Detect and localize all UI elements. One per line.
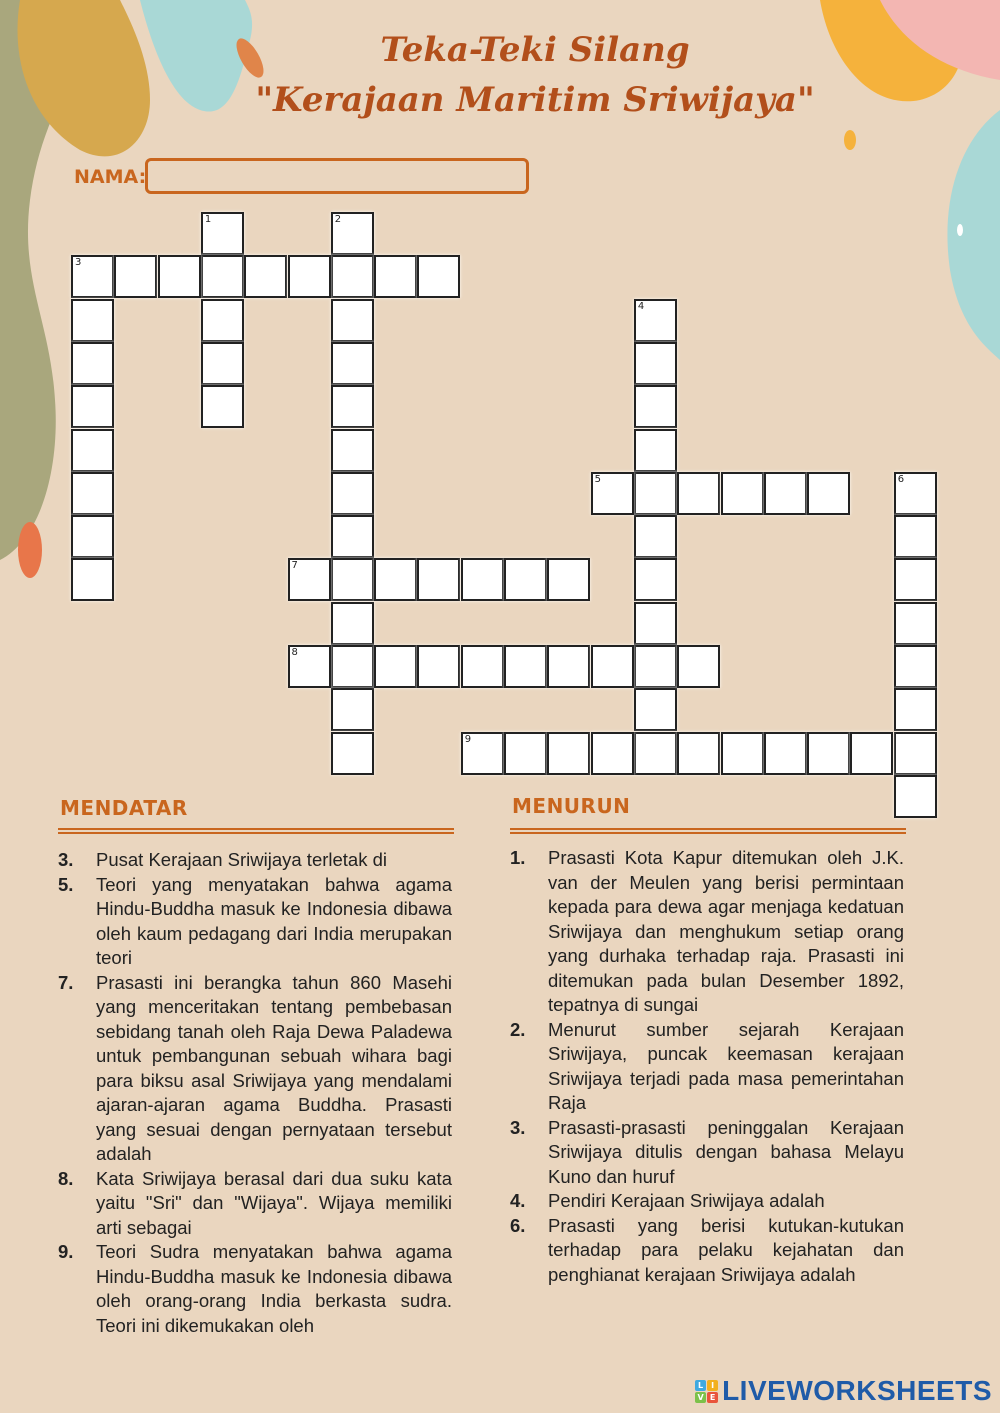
crossword-cell[interactable]: [417, 558, 460, 601]
crossword-letter-input[interactable]: [333, 647, 372, 686]
crossword-letter-input[interactable]: [376, 560, 415, 599]
crossword-letter-input[interactable]: [203, 257, 242, 296]
crossword-letter-input[interactable]: [896, 777, 935, 816]
clue-item-number: 2.: [510, 1018, 526, 1040]
crossword-cell[interactable]: [764, 472, 807, 515]
title-line-1: Teka-Teki Silang: [380, 30, 690, 70]
clue-number: 6: [897, 473, 905, 485]
crossword-letter-input[interactable]: [73, 344, 112, 383]
crossword-cell[interactable]: [71, 558, 114, 601]
crossword-cell[interactable]: [71, 342, 114, 385]
crossword-cell[interactable]: [547, 558, 590, 601]
crossword-letter-input[interactable]: [593, 474, 632, 513]
crossword-letter-input[interactable]: [896, 474, 935, 513]
crossword-letter-input[interactable]: [549, 560, 588, 599]
crossword-cell[interactable]: [634, 688, 677, 731]
crossword-letter-input[interactable]: [766, 474, 805, 513]
crossword-cell[interactable]: [201, 212, 244, 255]
crossword-letter-input[interactable]: [376, 257, 415, 296]
crossword-letter-input[interactable]: [636, 474, 675, 513]
crossword-cell[interactable]: [374, 558, 417, 601]
liveworksheets-logo: [695, 1375, 992, 1407]
clue-item-text: Teori Sudra menyatakan bahwa agama Hindu-Buddha masuk ke Indonesia dibawa oleh orang-orang India berkasta sudra. Teori ini dikemukakan oleh: [96, 1241, 452, 1336]
clue-item-number: 4.: [510, 1190, 526, 1211]
clue-item: [510, 1189, 904, 1214]
clue-item-text: Pusat Kerajaan Sriwijaya terletak di: [96, 849, 388, 870]
crossword-letter-input[interactable]: [73, 431, 112, 470]
clue-item: [510, 1214, 904, 1288]
crossword-cell[interactable]: [634, 602, 677, 645]
crossword-cell[interactable]: [591, 472, 634, 515]
crossword-cell[interactable]: [374, 645, 417, 688]
clue-item-text: Prasasti-prasasti peninggalan Kerajaan Sriwijaya ditulis dengan bahasa Melayu Kuno dan huruf: [548, 1116, 904, 1187]
clue-number: 2: [334, 214, 342, 225]
crossword-letter-input[interactable]: [203, 387, 242, 426]
crossword-cell[interactable]: [201, 342, 244, 385]
crossword-cell[interactable]: [374, 255, 417, 298]
crossword-letter-input[interactable]: [116, 257, 155, 296]
crossword-cell[interactable]: [634, 645, 677, 688]
crossword-letter-input[interactable]: [723, 474, 762, 513]
crossword-letter-input[interactable]: [896, 647, 935, 686]
crossword-cell[interactable]: [114, 255, 157, 298]
clue-item-text: Prasasti ini berangka tahun 860 Masehi yang menceritakan tentang pembebasan sebidang tanah oleh Raja Dewa Paladewa untuk pembangunan sebuah wihara bagi para biksu asal Sriwijaya yang mendalami ajaran-ajaran agama Buddha. Prasasti yang sesuai dengan pernyataan tersebut adalah: [96, 971, 452, 1164]
clue-item: [58, 848, 452, 873]
crossword-letter-input[interactable]: [333, 387, 372, 426]
clue-item-text: Pendiri Kerajaan Sriwijaya adalah: [548, 1190, 825, 1211]
clue-item: [58, 873, 452, 971]
crossword-letter-input[interactable]: [333, 690, 372, 729]
crossword-cell[interactable]: [677, 732, 720, 775]
crossword-cell[interactable]: [504, 732, 547, 775]
crossword-cell[interactable]: [288, 255, 331, 298]
crossword-cell[interactable]: [331, 558, 374, 601]
crossword-letter-input[interactable]: [73, 560, 112, 599]
crossword-cell[interactable]: [201, 299, 244, 342]
crossword-cell[interactable]: [201, 255, 244, 298]
name-label: NAMA:: [74, 166, 147, 188]
clue-item-text: Teori yang menyatakan bahwa agama Hindu-Buddha masuk ke Indonesia dibawa oleh kaum pedagang dari India merupakan teori: [96, 873, 452, 968]
clue-item: [58, 1167, 452, 1241]
crossword-letter-input[interactable]: [679, 734, 718, 773]
crossword-letter-input[interactable]: [549, 734, 588, 773]
clue-item-text: Prasasti yang berisi kutukan-kutukan terhadap para pelaku kejahatan dan penghianat kerajaan Sriwijaya adalah: [548, 1214, 904, 1285]
crossword-cell[interactable]: [634, 342, 677, 385]
crossword-letter-input[interactable]: [679, 647, 718, 686]
crossword-letter-input[interactable]: [333, 431, 372, 470]
crossword-letter-input[interactable]: [766, 734, 805, 773]
crossword-cell[interactable]: [634, 429, 677, 472]
crossword-cell[interactable]: [331, 255, 374, 298]
crossword-letter-input[interactable]: [333, 734, 372, 773]
crossword-letter-input[interactable]: [419, 647, 458, 686]
crossword-letter-input[interactable]: [333, 344, 372, 383]
crossword-letter-input[interactable]: [73, 474, 112, 513]
crossword-letter-input[interactable]: [636, 734, 675, 773]
crossword-letter-input[interactable]: [636, 517, 675, 556]
crossword-letter-input[interactable]: [463, 560, 502, 599]
crossword-letter-input[interactable]: [896, 734, 935, 773]
crossword-cell[interactable]: [894, 775, 937, 818]
crossword-cell[interactable]: [461, 645, 504, 688]
crossword-cell[interactable]: [677, 645, 720, 688]
crossword-letter-input[interactable]: [203, 344, 242, 383]
crossword-letter-input[interactable]: [73, 387, 112, 426]
clue-item-number: 1.: [510, 847, 526, 868]
crossword-letter-input[interactable]: [333, 214, 372, 253]
crossword-letter-input[interactable]: [333, 474, 372, 513]
crossword-cell[interactable]: [71, 385, 114, 428]
crossword-letter-input[interactable]: [636, 690, 675, 729]
clue-item-number: 7.: [58, 971, 74, 993]
crossword-letter-input[interactable]: [636, 387, 675, 426]
crossword-cell[interactable]: [158, 255, 201, 298]
crossword-letter-input[interactable]: [419, 257, 458, 296]
crossword-cell[interactable]: [721, 732, 764, 775]
title-line-2: "Kerajaan Maritim Sriwijaya": [255, 80, 815, 120]
clue-number: 5: [594, 473, 601, 485]
crossword-cell[interactable]: [71, 515, 114, 558]
crossword-letter-input[interactable]: [463, 734, 502, 773]
crossword-letter-input[interactable]: [636, 301, 675, 340]
crossword-cell[interactable]: [71, 299, 114, 342]
crossword-letter-input[interactable]: [593, 734, 632, 773]
crossword-cell[interactable]: [634, 472, 677, 515]
crossword-letter-input[interactable]: [809, 474, 848, 513]
crossword-letter-input[interactable]: [636, 647, 675, 686]
crossword-cell[interactable]: [288, 645, 331, 688]
crossword-letter-input[interactable]: [73, 257, 112, 296]
clue-number: 7: [291, 560, 298, 572]
crossword-letter-input[interactable]: [896, 604, 935, 643]
clue-item-text: Menurut sumber sejarah Kerajaan Sriwijaya, puncak keemasan kerajaan Sriwijaya terjadi pada masa pemerintahan Raja: [548, 1018, 904, 1113]
crossword-cell[interactable]: [894, 472, 937, 515]
crossword-letter-input[interactable]: [73, 301, 112, 340]
crossword-cell[interactable]: [634, 299, 677, 342]
crossword-cell[interactable]: [331, 515, 374, 558]
crossword-cell[interactable]: [71, 255, 114, 298]
crossword-cell[interactable]: [894, 602, 937, 645]
crossword-letter-input[interactable]: [333, 517, 372, 556]
crossword-cell[interactable]: [894, 688, 937, 731]
crossword-cell[interactable]: [331, 472, 374, 515]
crossword-cell[interactable]: [634, 558, 677, 601]
crossword-cell[interactable]: [677, 472, 720, 515]
crossword-cell[interactable]: [894, 558, 937, 601]
crossword-cell[interactable]: [417, 255, 460, 298]
clue-item-number: 3.: [510, 1116, 526, 1138]
crossword-letter-input[interactable]: [506, 734, 545, 773]
crossword-cell[interactable]: [71, 429, 114, 472]
clue-item-text: Kata Sriwijaya berasal dari dua suku kata yaitu "Sri" dan "Wijaya". Wijaya memiliki arti sebagai: [96, 1167, 452, 1238]
down-heading: MENURUN: [512, 794, 631, 818]
crossword-cell[interactable]: [547, 732, 590, 775]
clue-number: 8: [291, 647, 298, 658]
crossword-letter-input[interactable]: [896, 517, 935, 556]
across-divider: [58, 828, 454, 834]
crossword-cell[interactable]: [331, 342, 374, 385]
clue-item-number: 9.: [58, 1241, 74, 1262]
crossword-cell[interactable]: [634, 515, 677, 558]
clue-item-number: 3.: [58, 849, 74, 870]
crossword-cell[interactable]: [504, 558, 547, 601]
crossword-letter-input[interactable]: [636, 344, 675, 383]
crossword-letter-input[interactable]: [160, 257, 199, 296]
across-clues: [58, 848, 452, 1338]
crossword-cell[interactable]: [634, 385, 677, 428]
crossword-letter-input[interactable]: [333, 257, 372, 296]
liveworksheets-wordmark: LIVEWORKSHEETS: [722, 1375, 992, 1406]
clue-item: [510, 1018, 904, 1116]
crossword-cell[interactable]: [721, 472, 764, 515]
crossword-letter-input[interactable]: [636, 604, 675, 643]
crossword-letter-input[interactable]: [333, 560, 372, 599]
crossword-cell[interactable]: [547, 645, 590, 688]
crossword-letter-input[interactable]: [463, 647, 502, 686]
across-heading: MENDATAR: [60, 796, 188, 820]
crossword-cell[interactable]: [894, 645, 937, 688]
crossword-letter-input[interactable]: [636, 431, 675, 470]
crossword-cell[interactable]: [591, 732, 634, 775]
crossword-cell[interactable]: [331, 385, 374, 428]
crossword-cell[interactable]: [461, 558, 504, 601]
crossword-letter-input[interactable]: [333, 301, 372, 340]
crossword-cell[interactable]: [894, 515, 937, 558]
crossword-cell[interactable]: [288, 558, 331, 601]
clue-item-text: Prasasti Kota Kapur ditemukan oleh J.K. van der Meulen yang berisi permintaan kepada para dewa agar menjaga kedatuan Sriwijaya dan menghukum setiap orang yang durhaka terhadap raja. Prasasti ini ditemukan pada bulan Desember 1892, tepatnya di sungai: [548, 847, 904, 1015]
crossword-letter-input[interactable]: [723, 734, 762, 773]
clue-number: 4: [637, 300, 645, 312]
crossword-letter-input[interactable]: [896, 690, 935, 729]
crossword-cell[interactable]: [331, 299, 374, 342]
clue-number: 3: [75, 257, 82, 269]
crossword-cell[interactable]: [331, 732, 374, 775]
crossword-letter-input[interactable]: [203, 214, 242, 253]
crossword-letter-input[interactable]: [246, 257, 285, 296]
crossword-letter-input[interactable]: [376, 647, 415, 686]
crossword-cell[interactable]: [807, 472, 850, 515]
crossword-cell[interactable]: [634, 732, 677, 775]
crossword-cell[interactable]: [331, 645, 374, 688]
crossword-letter-input[interactable]: [290, 647, 329, 686]
crossword-letter-input[interactable]: [809, 734, 848, 773]
crossword-letter-input[interactable]: [73, 517, 112, 556]
name-field[interactable]: [145, 158, 529, 194]
crossword-letter-input[interactable]: [896, 560, 935, 599]
clue-number: 9: [464, 733, 472, 745]
crossword-letter-input[interactable]: [593, 647, 632, 686]
crossword-letter-input[interactable]: [852, 734, 891, 773]
clue-item-number: 8.: [58, 1167, 74, 1189]
crossword-cell[interactable]: [331, 602, 374, 645]
clue-item: [510, 846, 904, 1018]
crossword-cell[interactable]: [591, 645, 634, 688]
crossword-letter-input[interactable]: [549, 647, 588, 686]
clue-item-number: 5.: [58, 873, 74, 895]
crossword-cell[interactable]: [461, 732, 504, 775]
crossword-cell[interactable]: [71, 472, 114, 515]
crossword-letter-input[interactable]: [506, 647, 545, 686]
crossword-cell[interactable]: [894, 732, 937, 775]
crossword-letter-input[interactable]: [679, 474, 718, 513]
crossword-cell[interactable]: [331, 688, 374, 731]
crossword-cell[interactable]: [850, 732, 893, 775]
clue-item: [58, 1240, 452, 1338]
crossword-cell[interactable]: [201, 385, 244, 428]
crossword-cell[interactable]: [504, 645, 547, 688]
down-clues: [510, 846, 904, 1287]
crossword-letter-input[interactable]: [290, 257, 329, 296]
liveworksheets-mark-icon: L I V E: [695, 1380, 718, 1403]
crossword-cell[interactable]: [807, 732, 850, 775]
clue-number: 1: [204, 214, 212, 225]
crossword-letter-input[interactable]: [636, 560, 675, 599]
clue-item: [510, 1116, 904, 1190]
crossword-cell[interactable]: [331, 212, 374, 255]
crossword-cell[interactable]: [764, 732, 807, 775]
crossword-letter-input[interactable]: [333, 604, 372, 643]
crossword-cell[interactable]: [331, 429, 374, 472]
crossword-cell[interactable]: [244, 255, 287, 298]
down-divider: [510, 828, 906, 834]
crossword-cell[interactable]: [417, 645, 460, 688]
crossword-letter-input[interactable]: [506, 560, 545, 599]
crossword-letter-input[interactable]: [419, 560, 458, 599]
crossword-letter-input[interactable]: [290, 560, 329, 599]
clue-item: [58, 971, 452, 1167]
crossword-letter-input[interactable]: [203, 301, 242, 340]
clue-item-number: 6.: [510, 1214, 526, 1236]
